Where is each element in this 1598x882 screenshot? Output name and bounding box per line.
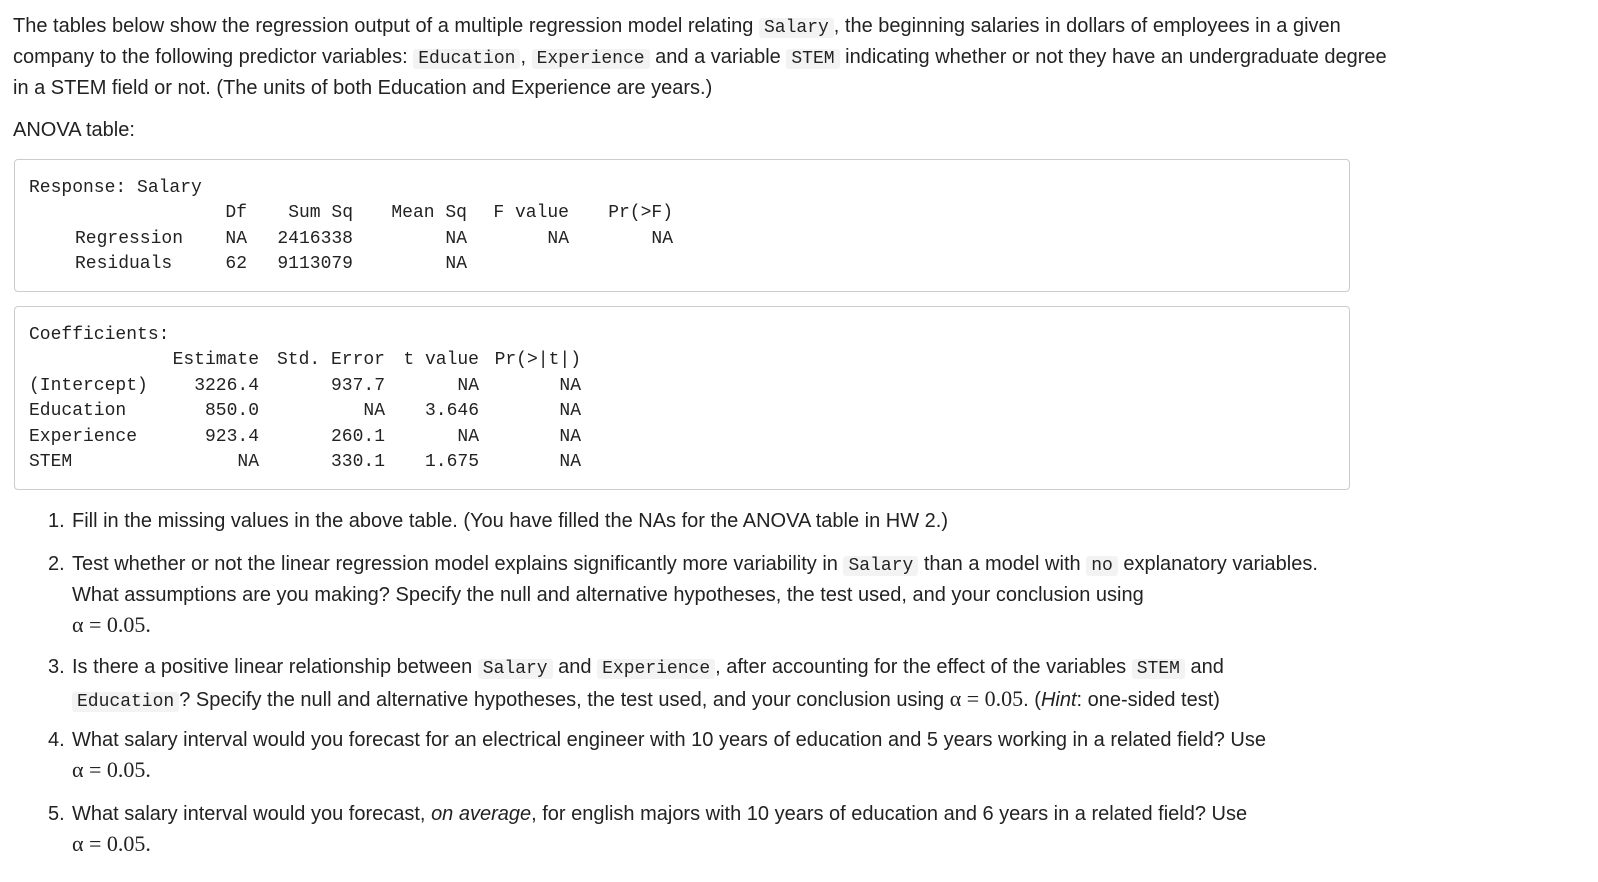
question-text: Test whether or not the linear regression model explains significantly more variability in bbox=[72, 553, 838, 575]
coef-row-label: STEM bbox=[29, 452, 73, 472]
question-text: explanatory variables. What assumptions are you making? Specify the null and alternative hypotheses, the test used, and your conclusion using bbox=[72, 553, 1318, 606]
question-number: 3. bbox=[48, 656, 65, 678]
question-text: , after accounting for the effect of the variables bbox=[715, 656, 1127, 678]
coef-cell: 260.1 bbox=[330, 427, 385, 447]
anova-label: ANOVA table: bbox=[13, 119, 135, 141]
coef-cell: 1.675 bbox=[424, 452, 479, 472]
question-text: Fill in the missing values in the above table. (You have filled the NAs for the ANOVA table in HW 2.) bbox=[72, 510, 949, 532]
coef-cell: NA bbox=[457, 376, 479, 396]
coef-row-label: Experience bbox=[29, 427, 138, 447]
anova-cell: 2416338 bbox=[277, 229, 353, 249]
coef-header-tvalue: t value bbox=[403, 350, 479, 370]
alpha-math: α = 0.05. bbox=[72, 612, 151, 637]
hint-label: Hint bbox=[1040, 689, 1077, 711]
coef-title: Coefficients: bbox=[29, 325, 170, 345]
question-4 bbox=[48, 726, 1348, 786]
question-text: : one-sided test) bbox=[1076, 689, 1220, 711]
intro-text: , the beginning salaries in dollars of employees in a given company to the following predictor variables: bbox=[13, 15, 1341, 68]
coef-cell: 3226.4 bbox=[194, 376, 259, 396]
intro-text: indicating whether or not they have an undergraduate degree in a STEM field or not. (The units of both Education and Experience are years.) bbox=[13, 46, 1387, 99]
anova-header-fvalue: F value bbox=[493, 203, 569, 223]
anova-cell: NA bbox=[225, 229, 247, 249]
coef-header-estimate: Estimate bbox=[172, 350, 259, 370]
coef-header-pvalue: Pr(>|t|) bbox=[494, 350, 581, 370]
question-text: Is there a positive linear relationship between bbox=[72, 656, 473, 678]
anova-cell: NA bbox=[445, 254, 467, 274]
code-education: Education bbox=[72, 692, 179, 712]
question-number: 2. bbox=[48, 553, 65, 575]
question-text: . ( bbox=[1023, 689, 1041, 711]
intro-text: and a variable bbox=[655, 46, 781, 68]
anova-cell: 9113079 bbox=[277, 254, 353, 274]
coef-cell: 330.1 bbox=[330, 452, 385, 472]
question-text: and bbox=[1190, 656, 1224, 678]
intro-text: , bbox=[520, 46, 526, 68]
anova-cell: 62 bbox=[225, 254, 247, 274]
anova-header-sumsq: Sum Sq bbox=[288, 203, 353, 223]
coef-row-label: (Intercept) bbox=[29, 376, 148, 396]
question-text: What salary interval would you forecast for an electrical engineer with 10 years of education and 5 years working in a related field? Use bbox=[72, 729, 1266, 751]
anova-row-label: Regression bbox=[75, 229, 184, 249]
coef-cell: NA bbox=[559, 376, 581, 396]
question-emphasis: on average bbox=[431, 803, 532, 825]
question-2 bbox=[48, 550, 1348, 641]
code-no: no bbox=[1086, 556, 1118, 576]
question-text: and bbox=[558, 656, 592, 678]
code-stem: STEM bbox=[1132, 659, 1185, 679]
coef-cell: NA bbox=[559, 452, 581, 472]
code-salary: Salary bbox=[478, 659, 553, 679]
coef-cell: NA bbox=[363, 401, 385, 421]
question-text: , for english majors with 10 years of education and 6 years in a related field? Use bbox=[531, 803, 1248, 825]
intro-text: The tables below show the regression output of a multiple regression model relating bbox=[13, 15, 754, 37]
coef-cell: 3.646 bbox=[424, 401, 479, 421]
coef-cell: NA bbox=[559, 427, 581, 447]
anova-response: Response: Salary bbox=[29, 178, 202, 198]
code-stem: STEM bbox=[786, 49, 839, 69]
coef-header-stderror: Std. Error bbox=[276, 350, 385, 370]
anova-cell: NA bbox=[445, 229, 467, 249]
anova-cell: NA bbox=[547, 229, 569, 249]
question-text: than a model with bbox=[923, 553, 1081, 575]
coef-cell: 923.4 bbox=[204, 427, 259, 447]
question-number: 1. bbox=[48, 510, 65, 532]
code-salary: Salary bbox=[843, 556, 918, 576]
question-5 bbox=[48, 800, 1348, 860]
coef-cell: NA bbox=[457, 427, 479, 447]
question-text: What salary interval would you forecast, bbox=[72, 803, 426, 825]
code-experience: Experience bbox=[597, 659, 715, 679]
question-3 bbox=[48, 653, 1348, 717]
question-number: 5. bbox=[48, 803, 65, 825]
question-number: 4. bbox=[48, 729, 65, 751]
coef-cell: 850.0 bbox=[204, 401, 259, 421]
coef-row-label: Education bbox=[29, 401, 127, 421]
anova-row-label: Residuals bbox=[75, 254, 173, 274]
code-salary: Salary bbox=[759, 18, 834, 38]
anova-cell: NA bbox=[651, 229, 673, 249]
intro-paragraph bbox=[13, 12, 1393, 103]
question-text: ? Specify the null and alternative hypotheses, the test used, and your conclusion using bbox=[179, 689, 945, 711]
code-experience: Experience bbox=[532, 49, 650, 69]
code-education: Education bbox=[413, 49, 520, 69]
anova-header-df: Df bbox=[225, 203, 247, 223]
alpha-math: α = 0.05. bbox=[72, 757, 151, 782]
coef-cell: 937.7 bbox=[330, 376, 385, 396]
coef-cell: NA bbox=[559, 401, 581, 421]
alpha-math: α = 0.05. bbox=[72, 831, 151, 856]
anova-header-meansq: Mean Sq bbox=[391, 203, 467, 223]
coef-cell: NA bbox=[237, 452, 259, 472]
coefficients-table-box bbox=[14, 306, 1350, 490]
question-1 bbox=[48, 507, 1348, 536]
anova-table-box bbox=[14, 159, 1350, 292]
anova-header-pr: Pr(>F) bbox=[608, 203, 673, 223]
alpha-math: α = 0.05 bbox=[949, 686, 1024, 711]
